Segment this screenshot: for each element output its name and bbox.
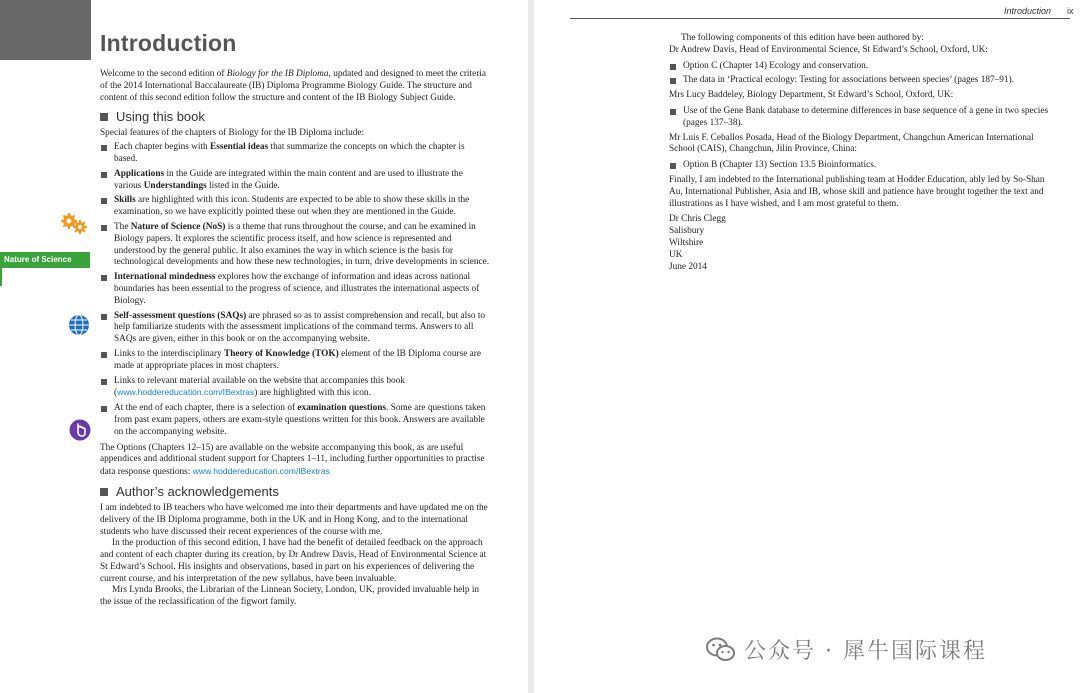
ceballos-list: [669, 160, 1059, 172]
heading-text: Author’s acknowledgements: [116, 483, 279, 499]
author-davis: Dr Andrew Davis, Head of Environmental Science, St Edward’s School, Oxford, UK:: [669, 44, 988, 55]
globe-icon: [68, 314, 90, 336]
using-this-book-heading: [100, 109, 490, 125]
text: Links to relevant material available on the website that accompanies this book (: [114, 375, 405, 399]
ack-paragraph-3: Mrs Lynda Brooks, the Librarian of the Linnean Society, London, UK, provided invaluable help in the issue of the reclassification of the figwort family.: [100, 585, 480, 608]
page-title: Introduction: [100, 30, 237, 56]
options-paragraph: [100, 443, 490, 479]
signature-block: [669, 214, 1059, 273]
list-item: [100, 169, 490, 193]
list-item: Option C (Chapter 14) Ecology and conservation.: [669, 61, 1059, 73]
watermark-text: 公众号 · 犀牛国际课程: [744, 639, 987, 664]
wechat-watermark: [706, 634, 987, 665]
text: that summarize the concepts on which the chapter is based.: [114, 142, 465, 164]
signature-line: UK: [669, 249, 683, 260]
text: . Some are questions taken from past exam papers, others are exam-style questions written for this book. Answers are available on the accompanying website.: [114, 403, 486, 437]
signature-line: June 2014: [669, 261, 707, 272]
right-column: [669, 33, 1059, 273]
author-ceballos: Mr Luis F. Ceballos Posada, Head of the Biology Department, Changchun American International School (CAIS), Changchun, Jilin Province, China:: [669, 132, 1034, 155]
bold-text: Essential ideas: [210, 142, 269, 153]
bold-text: Self-assessment questions (SAQs): [114, 310, 247, 321]
text: At the end of each chapter, there is a selection of: [114, 403, 298, 414]
list-item: [100, 376, 490, 401]
components-intro: The following components of this edition have been authored by:: [681, 33, 924, 43]
website-link[interactable]: www.hoddereducation.com/IBextras: [192, 466, 330, 477]
list-item: [100, 142, 490, 166]
text: The Options (Chapters 12–15) are available on the website accompanying this book, as are useful appendices and additional student support for Chapters 1–11, including further opportunities to practise data response questions:: [100, 442, 485, 478]
intro-text-b: , updated and designed to meet the criteria of the 2014 International Baccalaureate (IB) Diploma Programme Biology Guide. The structure and content of this second edition follow the structure and content of the IB Biology Subject Guide.: [100, 69, 487, 103]
acknowledgements-heading: [100, 484, 490, 500]
book-title-italic: Biology for the IB Diploma: [226, 69, 329, 79]
page-number: ix: [1067, 6, 1074, 16]
text: Links to the interdisciplinary: [114, 348, 224, 359]
list-item: [100, 403, 490, 438]
heading-text: Using this book: [116, 109, 205, 125]
text: explores how the exchange of information and ideas across national boundaries has been essential to the progress of science, and illustrates the international aspects of Biology.: [114, 272, 480, 306]
list-item: Use of the Gene Bank database to determine differences in base sequence of a gene in two species (pages 137–38).: [669, 106, 1059, 130]
website-hand-icon: [69, 419, 91, 441]
text: Each chapter begins with: [114, 142, 211, 153]
wechat-icon: [706, 636, 736, 664]
left-page: [0, 0, 528, 693]
right-page: [534, 0, 1080, 693]
using-lead: Special features of the chapters of Biology for the IB Diploma include:: [100, 128, 365, 139]
left-column: [100, 69, 490, 613]
publisher-thanks: Finally, I am indebted to the International publishing team at Hodder Education, ably led by So-Shan Au, International Publisher, Asia and IB, whose skill and patience have brought together the text and illustrations as I have wished, and I am most grateful to them.: [669, 174, 1045, 209]
bold-text: International mindedness: [114, 272, 216, 283]
text: is a theme that runs throughout the course, and can be examined in Biology papers. It explores the scientific process itself, and how science is represented and understood by the general public. It also examines the way in which science is the basis for technological developments and how these new technologies, in turn, drive developments in science.: [114, 221, 490, 268]
bold-text: Theory of Knowledge (TOK): [224, 348, 339, 359]
ack-paragraph-1: I am indebted to IB teachers who have welcomed me into their departments and have updated me on the delivery of the IB Diploma programme, both in the UK and in Hong Kong, and to the international students who have discussed their recent experiences of the course with me.: [100, 502, 488, 537]
signature-line: Wiltshire: [669, 237, 704, 248]
text: ) are highlighted with this icon.: [254, 388, 371, 399]
list-item: Option B (Chapter 13) Section 13.5 Bioinformatics.: [669, 160, 1059, 172]
bold-text: examination questions: [297, 403, 387, 414]
nature-of-science-marker-line: [0, 268, 2, 286]
nature-of-science-tab: Nature of Science: [0, 252, 90, 268]
list-item: The data in ‘Practical ecology: Testing for associations between species’ (pages 187–91).: [669, 75, 1059, 87]
list-item: [100, 272, 490, 307]
baddeley-list: [669, 106, 1059, 130]
bold-text: Applications: [114, 168, 165, 179]
text: listed in the Guide.: [206, 180, 280, 191]
list-item: [100, 349, 490, 373]
heading-square-icon: [100, 488, 108, 496]
features-list: [100, 142, 490, 438]
running-head-rule: [570, 18, 1070, 19]
text: element of the IB Diploma course are made at appropriate places in most chapters.: [114, 348, 481, 371]
text: in the Guide are integrated within the main content and are used to illustrate the various: [114, 168, 463, 191]
list-item: [100, 195, 490, 219]
text: are highlighted with this icon. Students are expected to be able to show these skills in the examination, so we have explicitly pointed these out when they are mentioned in the Guide.: [114, 195, 470, 218]
corner-block: [0, 0, 91, 60]
intro-paragraph: [100, 69, 490, 104]
bold-text: Skills: [114, 195, 136, 206]
text: are phrased so as to assist comprehension and recall, but also to help familiarize students with the assessment implications of the command terms. Answers to all SAQs are given, either in this book or on the accompanying website.: [114, 310, 486, 345]
author-baddeley: Mrs Lucy Baddeley, Biology Department, St Edward’s School, Oxford, UK:: [669, 90, 954, 101]
bold-text: Understandings: [143, 180, 207, 191]
list-item: [100, 311, 490, 346]
bold-text: Nature of Science (NoS): [130, 221, 226, 232]
davis-list: [669, 61, 1059, 88]
intro-text-a: Welcome to the second edition of: [100, 69, 227, 79]
signature-line: Dr Chris Clegg: [669, 214, 726, 225]
skills-gears-icon: [60, 212, 88, 236]
heading-square-icon: [100, 113, 108, 121]
ack-paragraph-2: In the production of this second edition, I have had the benefit of detailed feedback on the approach and content of each chapter during its creation, by Dr Andrew Davis, Head of Environmental Science at St Edward’s School. His insights and observations, based in part on his experiences of delivering the current course, and his interpretation of the new syllabus, have been invaluable.: [100, 538, 487, 584]
signature-line: Salisbury: [669, 226, 705, 237]
text: The: [114, 221, 131, 232]
running-head: Introduction: [1004, 6, 1052, 16]
list-item: [100, 222, 490, 269]
website-link[interactable]: www.hoddereducation.com/IBextras: [117, 387, 255, 398]
